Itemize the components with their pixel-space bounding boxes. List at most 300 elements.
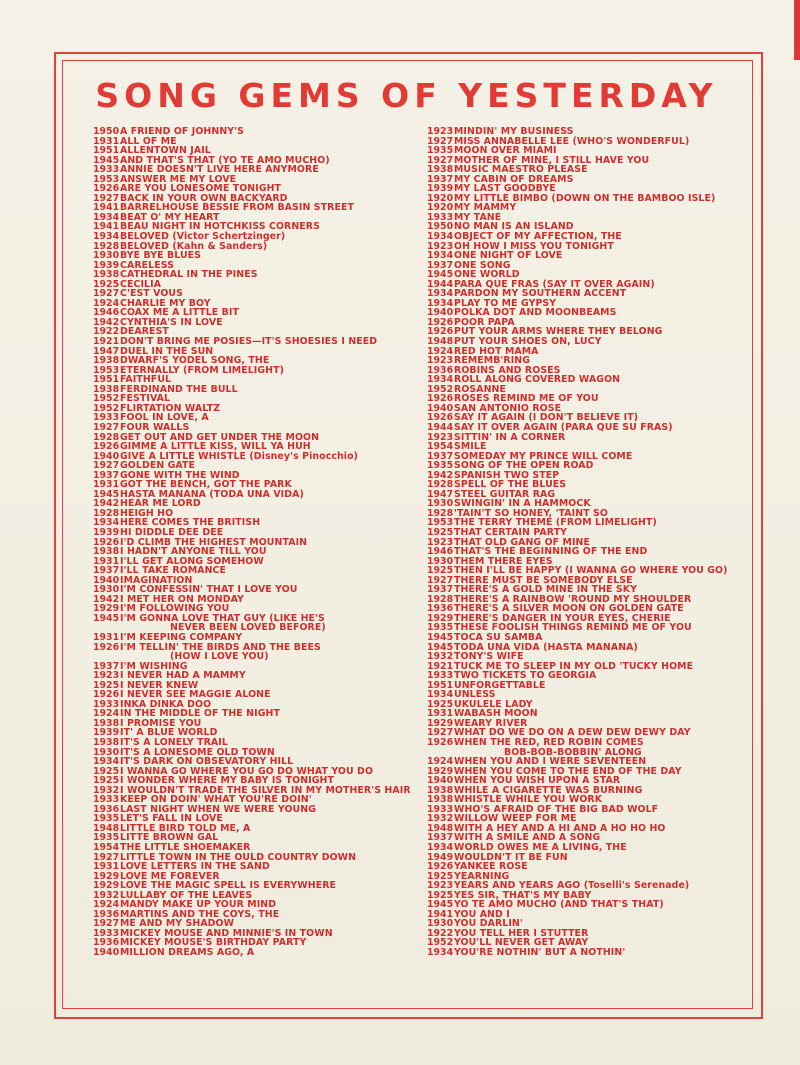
song-title: BEAU NIGHT IN HOTCHKISS CORNERS — [120, 221, 320, 233]
song-title: I'M FOLLOWING YOU — [120, 603, 230, 615]
song-title: MICKEY MOUSE AND MINNIE'S IN TOWN — [120, 927, 333, 939]
song-year: 1930 — [427, 498, 454, 510]
song-title: YANKEE ROSE — [454, 861, 528, 873]
song-year: 1941 — [93, 202, 120, 214]
song-year: 1953 — [93, 364, 120, 376]
song-title: CYNTHIA'S IN LOVE — [120, 316, 223, 328]
song-title: KEEP ON DOIN' WHAT YOU'RE DOIN' — [120, 794, 312, 806]
song-title: BEAT O' MY HEART — [120, 211, 220, 223]
right-song-column — [427, 127, 747, 958]
song-title: ONE WORLD — [454, 269, 520, 281]
song-title: ME AND MY SHADOW — [120, 918, 235, 930]
song-year: 1928 — [427, 593, 454, 605]
song-title: ANSWER ME MY LOVE — [120, 173, 237, 185]
song-title: YEARS AND YEARS AGO (Toselli's Serenade) — [454, 880, 690, 892]
song-year: 1932 — [93, 784, 120, 796]
song-year: 1929 — [93, 870, 120, 882]
song-year: 1937 — [93, 565, 120, 577]
song-year: 1934 — [427, 374, 454, 386]
song-title: SAY IT OVER AGAIN (PARA QUE SU FRAS) — [454, 421, 673, 433]
song-year: 1933 — [427, 670, 454, 682]
song-title: STEEL GUITAR RAG — [454, 488, 556, 500]
song-title: BACK IN YOUR OWN BACKYARD — [120, 192, 288, 204]
song-title: ARE YOU LONESOME TONIGHT — [120, 183, 282, 195]
song-title: ROSES REMIND ME OF YOU — [454, 393, 599, 405]
song-title: YOU TELL HER I STUTTER — [454, 927, 589, 939]
song-title: LOVE ME FOREVER — [120, 870, 220, 882]
song-title: SWINGIN' IN A HAMMOCK — [454, 498, 591, 510]
song-title: LULLABY OF THE LEAVES — [120, 889, 253, 901]
song-title: GIVE A LITTLE WHISTLE (Disney's Pinocchio) — [120, 450, 359, 462]
song-year: 1929 — [93, 880, 120, 892]
song-year: 1940 — [427, 402, 454, 414]
song-year: 1933 — [93, 927, 120, 939]
song-year: 1933 — [93, 794, 120, 806]
song-year: 1952 — [93, 393, 120, 405]
song-year: 1926 — [93, 641, 120, 653]
song-title: FOOL IN LOVE, A — [120, 412, 209, 424]
song-title: YOU AND I — [454, 908, 510, 920]
song-title: HASTA MANANA (TODA UNA VIDA) — [120, 488, 304, 500]
song-title: WILLOW WEEP FOR ME — [454, 813, 577, 825]
song-title: I WONDER WHERE MY BABY IS TONIGHT — [120, 775, 334, 787]
song-title: THEM THERE EYES — [454, 555, 553, 567]
song-year: 1925 — [93, 278, 120, 290]
song-year: 1936 — [93, 937, 120, 949]
song-year: 1925 — [427, 565, 454, 577]
song-title: TODA UNA VIDA (HASTA MANANA) — [454, 641, 638, 653]
song-year: 1936 — [427, 364, 454, 376]
song-year: 1924 — [427, 345, 454, 357]
song-title: YES SIR, THAT'S MY BABY — [454, 889, 592, 901]
song-title: THERE'S DANGER IN YOUR EYES, CHERIE — [454, 612, 671, 624]
song-year: 1938 — [93, 269, 120, 281]
song-year: 1939 — [93, 526, 120, 538]
song-year: 1931 — [93, 135, 120, 147]
song-year: 1937 — [427, 450, 454, 462]
song-title: PUT YOUR ARMS WHERE THEY BELONG — [454, 326, 663, 338]
song-year: 1925 — [93, 765, 120, 777]
song-year: 1946 — [93, 307, 120, 319]
song-year: 1926 — [427, 326, 454, 338]
song-year: 1931 — [93, 479, 120, 491]
song-year: 1951 — [93, 145, 120, 157]
song-year: 1951 — [427, 679, 454, 691]
song-year: 1941 — [93, 221, 120, 233]
song-year: 1921 — [93, 336, 120, 348]
song-year: 1922 — [427, 927, 454, 939]
song-title: CECILIA — [120, 278, 162, 290]
song-year: 1948 — [427, 336, 454, 348]
song-title: WITH A HEY AND A HI AND A HO HO HO — [454, 822, 666, 834]
song-title: MY TANE — [454, 211, 502, 223]
song-title: (HOW I LOVE YOU) — [170, 651, 269, 663]
song-title: ETERNALLY (FROM LIMELIGHT) — [120, 364, 285, 376]
song-year: 1938 — [427, 794, 454, 806]
song-title: COAX ME A LITTLE BIT — [120, 307, 239, 319]
song-title: BELOVED (Victor Schertzinger) — [120, 231, 286, 243]
song-year: 1927 — [93, 192, 120, 204]
song-title: REMEMB'RING — [454, 355, 531, 367]
song-year: 1930 — [427, 555, 454, 567]
song-title: I'D CLIMB THE HIGHEST MOUNTAIN — [120, 536, 308, 548]
song-year: 1926 — [93, 183, 120, 195]
song-year: 1923 — [427, 240, 454, 252]
song-title: I'M GONNA LOVE THAT GUY (LIKE HE'S — [120, 612, 325, 624]
left-song-column — [93, 127, 423, 958]
song-year: 1938 — [93, 737, 120, 748]
song-title: THE TERRY THEME (FROM LIMELIGHT) — [454, 517, 657, 529]
song-year: 1938 — [93, 546, 120, 558]
song-year: 1946 — [427, 546, 454, 558]
song-year: 1923 — [427, 536, 454, 548]
song-year: 1921 — [427, 660, 454, 672]
song-title: HI DIDDLE DEE DEE — [120, 526, 224, 538]
song-title: YEARNING — [454, 870, 510, 882]
song-title: SONG OF THE OPEN ROAD — [454, 460, 594, 472]
song-year: 1920 — [427, 202, 454, 214]
song-year: 1930 — [427, 918, 454, 930]
song-year: 1945 — [427, 899, 454, 911]
song-title: THERE'S A SILVER MOON ON GOLDEN GATE — [454, 603, 684, 615]
song-title: FOUR WALLS — [120, 421, 190, 433]
song-title: GONE WITH THE WIND — [120, 469, 240, 481]
song-year: 1925 — [427, 526, 454, 538]
song-year: 1933 — [93, 412, 120, 424]
song-title: OBJECT OF MY AFFECTION, THE — [454, 231, 622, 243]
song-year: 1951 — [93, 374, 120, 386]
song-year: 1929 — [427, 717, 454, 729]
song-title: AND THAT'S THAT (YO TE AMO MUCHO) — [120, 154, 330, 166]
song-year: 1929 — [427, 765, 454, 777]
song-title: MARTINS AND THE COYS, THE — [120, 908, 280, 920]
song-year: 1934 — [93, 756, 120, 768]
song-year: 1927 — [93, 851, 120, 863]
song-title: IN THE MIDDLE OF THE NIGHT — [120, 708, 280, 720]
song-title: THAT'S THE BEGINNING OF THE END — [454, 546, 648, 558]
song-title: HERE COMES THE BRITISH — [120, 517, 261, 529]
song-title: LOVE LETTERS IN THE SAND — [120, 861, 270, 873]
song-title: NEVER BEEN LOVED BEFORE) — [170, 622, 326, 634]
song-year: 1930 — [93, 250, 120, 262]
song-year: 1932 — [93, 889, 120, 901]
song-title: LITTLE TOWN IN THE OULD COUNTRY DOWN — [120, 851, 357, 863]
song-title: SITTIN' IN A CORNER — [454, 431, 566, 443]
song-year: 1927 — [427, 727, 454, 739]
song-year: 1931 — [93, 555, 120, 567]
song-year: 1926 — [427, 316, 454, 328]
song-title: DON'T BRING ME POSIES—IT'S SHOESIES I NEED — [120, 336, 378, 348]
song-year: 1940 — [93, 450, 120, 462]
song-title: ANNIE DOESN'T LIVE HERE ANYMORE — [120, 164, 319, 176]
song-title: WHAT DO WE DO ON A DEW DEW DEWY DAY — [454, 727, 691, 739]
song-title: THERE'S A RAINBOW 'ROUND MY SHOULDER — [454, 593, 692, 605]
song-year: 1938 — [427, 784, 454, 796]
song-title: MANDY MAKE UP YOUR MIND — [120, 899, 277, 911]
song-title: MILLION DREAMS AGO, A — [120, 947, 255, 959]
song-year: 1925 — [427, 870, 454, 882]
song-title: ONE SONG — [454, 259, 511, 271]
song-title: WORLD OWES ME A LIVING, THE — [454, 842, 627, 854]
song-year: 1936 — [427, 603, 454, 615]
song-title: PUT YOUR SHOES ON, LUCY — [454, 336, 602, 348]
song-title: LITTE BROWN GAL — [120, 832, 219, 844]
song-year: 1923 — [427, 880, 454, 892]
song-title: IT'S A LONELY TRAIL — [120, 737, 228, 748]
song-title: IT'S DARK ON OBSEVATORY HILL — [120, 756, 294, 768]
song-year: 1939 — [93, 727, 120, 739]
song-title: TONY'S WIFE — [454, 651, 524, 663]
song-title: WEARY RIVER — [454, 717, 528, 729]
song-title: IT'S A LONESOME OLD TOWN — [120, 746, 275, 758]
song-title: I NEVER HAD A MAMMY — [120, 670, 246, 682]
song-title: UKULELE LADY — [454, 698, 533, 710]
song-year: 1927 — [427, 135, 454, 147]
song-title: WHEN YOU COME TO THE END OF THE DAY — [454, 765, 682, 777]
song-year: 1937 — [427, 173, 454, 185]
song-title: PARDON MY SOUTHERN ACCENT — [454, 288, 627, 300]
song-title: THAT CERTAIN PARTY — [454, 526, 568, 538]
song-title: THERE MUST BE SOMEBODY ELSE — [454, 574, 633, 586]
song-year: 1945 — [427, 631, 454, 643]
song-title: DUEL IN THE SUN — [120, 345, 214, 357]
song-title: THE LITTLE SHOEMAKER — [120, 842, 251, 854]
song-year: 1938 — [93, 383, 120, 395]
song-title: ALLENTOWN JAIL — [120, 145, 211, 157]
song-year: 1941 — [427, 908, 454, 920]
song-year: 1927 — [93, 918, 120, 930]
song-title: DEAREST — [120, 326, 169, 338]
song-year: 1931 — [427, 708, 454, 720]
song-title: WABASH MOON — [454, 708, 538, 720]
song-title: INKA DINKA DOO — [120, 698, 212, 710]
song-year: 1926 — [427, 393, 454, 405]
song-year: 1938 — [427, 164, 454, 176]
song-title: MOTHER OF MINE, I STILL HAVE YOU — [454, 154, 650, 166]
song-title: CARELESS — [120, 259, 175, 271]
song-year: 1923 — [427, 431, 454, 443]
song-year: 1948 — [93, 822, 120, 834]
song-title: MINDIN' MY BUSINESS — [454, 126, 574, 137]
song-title: ALL OF ME — [120, 135, 177, 147]
song-year: 1939 — [427, 183, 454, 195]
song-title: MICKEY MOUSE'S BIRTHDAY PARTY — [120, 937, 307, 949]
song-title: RED HOT MAMA — [454, 345, 539, 357]
song-year: 1942 — [93, 498, 120, 510]
song-year: 1924 — [93, 899, 120, 911]
song-year: 1952 — [427, 937, 454, 949]
song-year: 1937 — [93, 469, 120, 481]
song-year: 1936 — [93, 908, 120, 920]
song-title: YO TE AMO MUCHO (AND THAT'S THAT) — [454, 899, 664, 911]
page-edge-mark — [794, 0, 800, 60]
song-year: 1944 — [427, 421, 454, 433]
song-title: WHO'S AFRAID OF THE BIG BAD WOLF — [454, 803, 659, 815]
song-title: CATHEDRAL IN THE PINES — [120, 269, 258, 281]
song-title: POLKA DOT AND MOONBEAMS — [454, 307, 617, 319]
song-title: I'M CONFESSIN' THAT I LOVE YOU — [120, 584, 298, 596]
song-title: I'M KEEPING COMPANY — [120, 631, 243, 643]
song-year: 1926 — [93, 689, 120, 701]
song-title: WHILE A CIGARETTE WAS BURNING — [454, 784, 643, 796]
song-title: WITH A SMILE AND A SONG — [454, 832, 601, 844]
song-year: 1932 — [427, 813, 454, 825]
page-title: SONG GEMS OF YESTERDAY — [95, 76, 718, 115]
song-year: 1936 — [93, 803, 120, 815]
song-year: 1928 — [93, 240, 120, 252]
song-title: BELOVED (Kahn & Sanders) — [120, 240, 268, 252]
song-title: YOU DARLIN' — [454, 918, 523, 930]
song-title: NO MAN IS AN ISLAND — [454, 221, 574, 233]
song-year: 1934 — [427, 288, 454, 300]
song-year: 1935 — [427, 460, 454, 472]
song-year: 1942 — [93, 316, 120, 328]
song-title: I NEVER KNEW — [120, 679, 199, 691]
song-year: 1926 — [427, 737, 454, 748]
song-title: TWO TICKETS TO GEORGIA — [454, 670, 597, 682]
song-title: I'LL GET ALONG SOMEHOW — [120, 555, 264, 567]
song-year: 1954 — [427, 441, 454, 453]
song-year: 1940 — [427, 775, 454, 787]
song-title: WHEN YOU AND I WERE SEVENTEEN — [454, 756, 647, 768]
song-title: I MET HER ON MONDAY — [120, 593, 244, 605]
song-title: MY MAMMY — [454, 202, 517, 214]
song-title: ONE NIGHT OF LOVE — [454, 250, 563, 262]
song-year: 1926 — [93, 441, 120, 453]
song-title: HEAR ME LORD — [120, 498, 201, 510]
song-title: THESE FOOLISH THINGS REMIND ME OF YOU — [454, 622, 692, 634]
song-year: 1927 — [93, 288, 120, 300]
song-title: THAT OLD GANG OF MINE — [454, 536, 590, 548]
song-title: SAN ANTONIO ROSE — [454, 402, 562, 414]
song-year: 1934 — [93, 517, 120, 529]
song-title: A FRIEND OF JOHNNY'S — [120, 126, 244, 137]
song-title: MY CABIN OF DREAMS — [454, 173, 574, 185]
song-title: I WOULDN'T TRADE THE SILVER IN MY MOTHER'S HAIR — [120, 784, 411, 796]
song-year: 1924 — [93, 297, 120, 309]
song-title: OH HOW I MISS YOU TONIGHT — [454, 240, 614, 252]
song-title: ROSANNE — [454, 383, 506, 395]
song-year: 1925 — [427, 889, 454, 901]
song-title: POOR PAPA — [454, 316, 515, 328]
song-title: UNFORGETTABLE — [454, 679, 546, 691]
song-year: 1952 — [93, 402, 120, 414]
song-title: I'M WISHING — [120, 660, 188, 672]
song-year: 1920 — [427, 192, 454, 204]
song-title: MUSIC MAESTRO PLEASE — [454, 164, 588, 176]
song-year: 1925 — [93, 775, 120, 787]
song-title: SPANISH TWO STEP — [454, 469, 560, 481]
song-year: 1945 — [427, 269, 454, 281]
song-title: TOCA SU SAMBA — [454, 631, 543, 643]
song-title: BYE BYE BLUES — [120, 250, 202, 262]
song-year: 1924 — [93, 708, 120, 720]
song-year: 1925 — [93, 679, 120, 691]
song-title: C'EST VOUS — [120, 288, 183, 300]
song-title: SAY IT AGAIN (I DON'T BELIEVE IT) — [454, 412, 639, 424]
song-year: 1928 — [93, 431, 120, 443]
song-title: DWARF'S YODEL SONG, THE — [120, 355, 270, 367]
song-title: GOLDEN GATE — [120, 460, 196, 472]
song-year: 1929 — [427, 612, 454, 624]
song-title: FESTIVAL — [120, 393, 171, 405]
song-year: 1929 — [93, 603, 120, 615]
song-year: 1945 — [93, 154, 120, 166]
song-year: 1927 — [427, 574, 454, 586]
song-title: ROBINS AND ROSES — [454, 364, 561, 376]
song-title: I NEVER SEE MAGGIE ALONE — [120, 689, 271, 701]
song-year: 1934 — [427, 689, 454, 701]
song-title: LET'S FALL IN LOVE — [120, 813, 223, 825]
song-title: UNLESS — [454, 689, 496, 701]
song-title: PARA QUE FRAS (SAY IT OVER AGAIN) — [454, 278, 655, 290]
song-year: 1923 — [427, 355, 454, 367]
song-title: MY LITTLE BIMBO (DOWN ON THE BAMBOO ISLE) — [454, 192, 716, 204]
song-title: FAITHFUL — [120, 374, 172, 386]
song-title: YOU'RE NOTHIN' BUT A NOTHIN' — [454, 947, 626, 959]
song-title: LITTLE BIRD TOLD ME, A — [120, 822, 251, 834]
song-year: 1927 — [93, 421, 120, 433]
song-year: 1930 — [93, 584, 120, 596]
song-title: WHISTLE WHILE YOU WORK — [454, 794, 603, 806]
song-year: 1950 — [93, 126, 120, 137]
song-title: CHARLIE MY BOY — [120, 297, 211, 309]
song-year: 1932 — [427, 651, 454, 663]
song-year: 1947 — [93, 345, 120, 357]
song-title: LOVE THE MAGIC SPELL IS EVERYWHERE — [120, 880, 337, 892]
song-year: 1953 — [427, 517, 454, 529]
song-title: FERDINAND THE BULL — [120, 383, 238, 395]
song-title: GIMME A LITTLE KISS, WILL YA HUH — [120, 441, 311, 453]
song-year: 1922 — [93, 326, 120, 338]
song-year: 1928 — [427, 507, 454, 519]
song-year: 1947 — [427, 488, 454, 500]
song-year: 1934 — [427, 231, 454, 243]
song-year: 1928 — [93, 507, 120, 519]
song-year: 1937 — [427, 259, 454, 271]
song-title: MOON OVER MIAMI — [454, 145, 557, 157]
song-year: 1934 — [427, 947, 454, 959]
song-title: LAST NIGHT WHEN WE WERE YOUNG — [120, 803, 316, 815]
song-title: I HADN'T ANYONE TILL YOU — [120, 546, 267, 558]
song-year: 1939 — [93, 259, 120, 271]
song-year: 1931 — [93, 861, 120, 873]
song-title: PLAY TO ME GYPSY — [454, 297, 557, 309]
song-year: 1935 — [427, 145, 454, 157]
song-year: 1940 — [427, 307, 454, 319]
song-title: IT' A BLUE WORLD — [120, 727, 218, 739]
song-year: 1925 — [427, 698, 454, 710]
song-title: 'TAIN'T SO HONEY, 'TAINT SO — [454, 507, 608, 519]
song-year: 1934 — [427, 842, 454, 854]
song-title: GET OUT AND GET UNDER THE MOON — [120, 431, 320, 443]
song-year: 1945 — [93, 488, 120, 500]
song-year: 1934 — [93, 211, 120, 223]
song-year: 1945 — [427, 641, 454, 653]
song-year: 1923 — [427, 126, 454, 137]
song-title: I PROMISE YOU — [120, 717, 202, 729]
song-year: 1949 — [427, 851, 454, 863]
song-year: 1944 — [427, 278, 454, 290]
song-title: BARRELHOUSE BESSIE FROM BASIN STREET — [120, 202, 354, 214]
song-year: 1933 — [427, 803, 454, 815]
song-title: I'LL TAKE ROMANCE — [120, 565, 227, 577]
song-year: 1937 — [427, 832, 454, 844]
song-year: 1926 — [427, 412, 454, 424]
song-entry — [427, 948, 747, 958]
song-year: 1954 — [93, 842, 120, 854]
song-year: 1935 — [93, 832, 120, 844]
